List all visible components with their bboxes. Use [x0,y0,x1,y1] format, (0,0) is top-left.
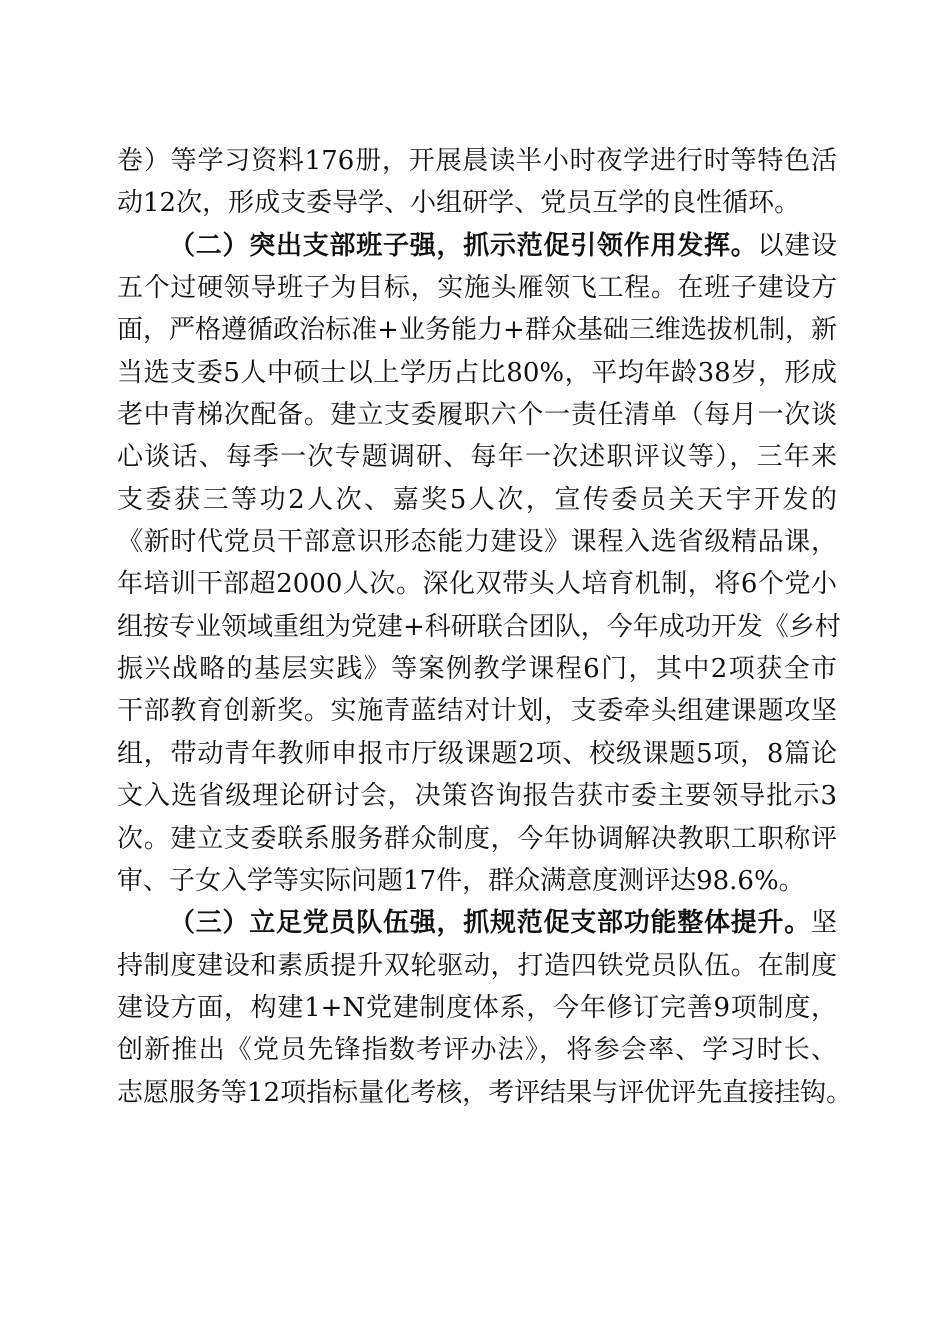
paragraph-text: 坚 [810,908,837,939]
section-heading: （二）突出支部班子强，抓示范促引领作用发挥。 [169,230,758,261]
paragraph-line: 组，带动青年教师申报市厅级课题2项、校级课题5项，8篇论 [117,738,837,769]
paragraph-line: 志愿服务等12项指标量化考核，考评结果与评优评先直接挂钩。 [117,1077,853,1108]
paragraph-line: 振兴战略的基层实践》等案例教学课程6门，其中2项获全市 [117,654,837,685]
paragraph-line: 持制度建设和素质提升双轮驱动，打造四铁党员队伍。在制度 [117,950,837,981]
document-body [117,140,853,1114]
paragraph-line: 五个过硬领导班子为目标，实施头雁领飞工程。在班子建设方 [117,273,837,304]
paragraph-line: 审、子女入学等实际问题17件，群众满意度测评达98.6%。 [117,865,805,896]
paragraph-line: 面，严格遵循政治标准+业务能力+群众基础三维选拔机制，新 [117,315,837,346]
paragraph-line: 年培训干部超2000人次。深化双带头人培育机制，将6个党小 [117,569,837,600]
section-heading-line [117,902,837,944]
section-heading-line [117,225,837,267]
paragraph-line: 文入选省级理论研讨会，决策咨询报告获市委主要领导批示3 [117,781,837,812]
paragraph-line: 支委获三等功2人次、嘉奖5人次，宣传委员关天宇开发的 [117,484,837,515]
paragraph-line: 当选支委5人中硕士以上学历占比80%，平均年龄38岁，形成 [117,357,837,388]
paragraph-line: 卷）等学习资料176册，开展晨读半小时夜学进行时等特色活 [117,146,837,176]
paragraph-line: 《新时代党员干部意识形态能力建设》课程入选省级精品课， [117,527,837,558]
section-heading: （三）立足党员队伍强，抓规范促支部功能整体提升。 [169,908,811,939]
paragraph-line: 老中青梯次配备。建立支委履职六个一责任清单（每月一次谈 [117,400,837,431]
paragraph-line: 干部教育创新奖。实施青蓝结对计划，支委牵头组建课题攻坚 [117,696,837,727]
paragraph-line: 次。建立支委联系服务群众制度，今年协调解决教职工职称评 [117,823,837,854]
paragraph-line: 创新推出《党员先锋指数考评办法》，将参会率、学习时长、 [117,1035,837,1066]
paragraph-line: 建设方面，构建1+N党建制度体系，今年修订完善9项制度， [117,992,837,1023]
paragraph-text: 以建设 [757,230,837,261]
paragraph-line: 心谈话、每季一次专题调研、每年一次述职评议等），三年来 [117,442,837,473]
paragraph-line: 动12次，形成支委导学、小组研学、党员互学的良性循环。 [117,188,801,219]
paragraph-line: 组按专业领域重组为党建+科研联合团队，今年成功开发《乡村 [117,611,841,642]
